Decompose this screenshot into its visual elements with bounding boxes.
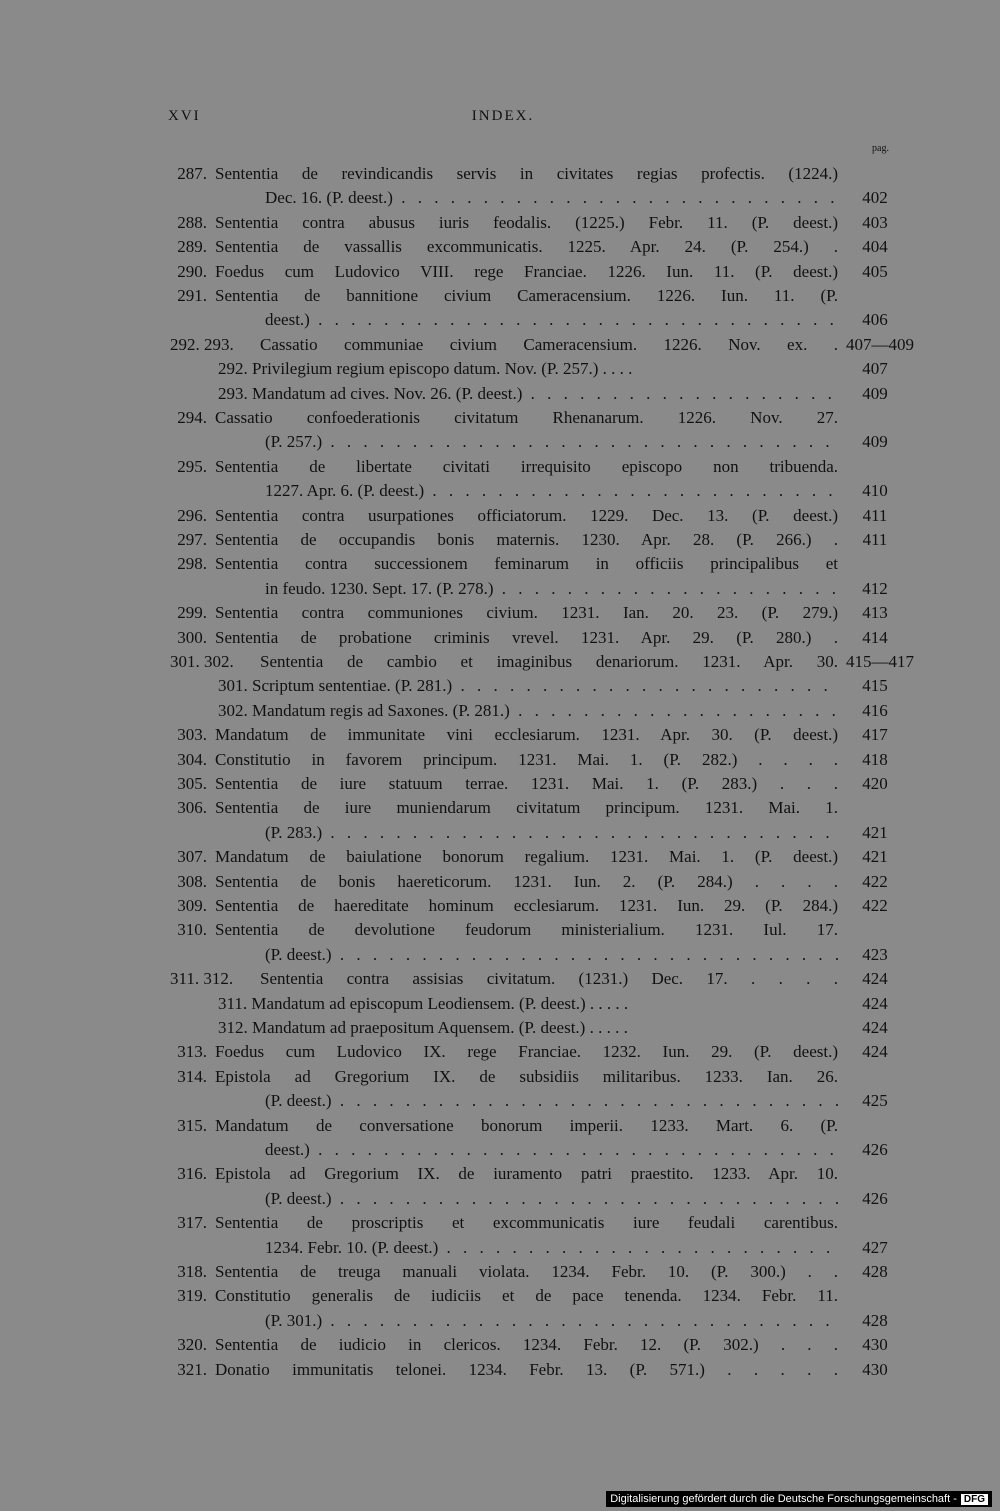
index-entry	[0, 357, 1000, 381]
entry-text: Sententia de cambio et imaginibus denariorum. 1231. Apr. 30.	[260, 652, 838, 671]
index-entry	[0, 186, 1000, 210]
page-column-label: pag.	[872, 143, 889, 154]
entry-number: 321.	[177, 1359, 207, 1379]
entry-page: 424	[862, 993, 888, 1013]
entry-number: 319.	[177, 1286, 207, 1306]
entry-number: 287.	[177, 164, 207, 183]
entry-text: Cassatio communiae civium Cameracensium. 1226. Nov. ex. .	[260, 334, 838, 354]
entry-text: Sententia contra usurpationes officiatorum. 1229. Dec. 13. (P. deest.)	[215, 505, 838, 525]
entry-page: 426	[862, 1188, 888, 1208]
entry-number: 314.	[177, 1066, 207, 1086]
entry-text: 1234. Febr. 10. (P. deest.) . . .	[265, 1236, 838, 1260]
index-entry	[0, 479, 1000, 503]
page-header	[168, 108, 838, 132]
entry-text: Sententia de libertate civitati irrequisito episcopo non tribuenda.	[215, 456, 838, 476]
index-entry	[0, 504, 1000, 528]
index-entry	[0, 162, 1000, 186]
entry-page: 415	[862, 676, 888, 696]
entry-page: 430	[862, 1359, 888, 1379]
entry-number: 316.	[177, 1164, 207, 1184]
entry-page: 405	[862, 261, 888, 281]
entry-text: Sententia contra assisias civitatum. (1231.) Dec. 17. . . . .	[260, 969, 838, 989]
entry-number: 299.	[177, 603, 207, 623]
footer-text: Digitalisierung gefördert durch die Deutsche Forschungsgemeinschaft -	[610, 1493, 957, 1505]
entry-number: 317.	[177, 1213, 207, 1233]
entry-text: Donatio immunitatis telonei. 1234. Febr. 13. (P. 571.) . . . . .	[215, 1359, 838, 1379]
entry-text: Mandatum de immunitate vini ecclesiarum. 1231. Apr. 30. (P. deest.)	[215, 725, 838, 745]
entry-page: 411	[862, 530, 888, 549]
index-entry	[0, 845, 1000, 869]
index-entry	[0, 1016, 1000, 1040]
entry-page: 406	[862, 310, 888, 330]
folio-number: XVI	[168, 108, 201, 124]
entry-text: 1227. Apr. 6. (P. deest.) . . .	[265, 479, 838, 503]
entry-text: Sententia de treuga manuali violata. 1234. Febr. 10. (P. 300.) . .	[215, 1262, 838, 1281]
index-entry	[0, 235, 1000, 259]
entry-text: 293. Mandatum ad cives. Nov. 26. (P. deest.) . . .	[218, 382, 838, 406]
index-entry	[0, 1358, 1000, 1382]
entry-text: Epistola ad Gregorium IX. de subsidiis militaribus. 1233. Ian. 26.	[215, 1066, 838, 1086]
index-entry	[0, 674, 1000, 698]
entry-text: 302. Mandatum regis ad Saxones. (P. 281.) . . .	[218, 699, 838, 723]
entry-page: 409	[862, 383, 888, 403]
entry-page: 421	[862, 847, 888, 867]
index-entry	[0, 308, 1000, 332]
entry-page: 402	[862, 188, 888, 208]
entry-text: Sententia contra communiones civium. 1231. Ian. 20. 23. (P. 279.)	[215, 603, 838, 623]
index-entry	[0, 723, 1000, 747]
entry-number: 288.	[177, 212, 207, 232]
entry-page: 428	[862, 1310, 888, 1330]
index-entry	[0, 1236, 1000, 1260]
entry-page: 424	[862, 1018, 888, 1037]
entry-text: Foedus cum Ludovico IX. rege Franciae. 1232. Iun. 29. (P. deest.)	[215, 1042, 838, 1062]
index-entry	[0, 577, 1000, 601]
entry-text: Mandatum de baiulatione bonorum regalium. 1231. Mai. 1. (P. deest.)	[215, 847, 838, 867]
entry-text: Epistola ad Gregorium IX. de iuramento patri praestito. 1233. Apr. 10.	[215, 1164, 838, 1184]
entry-text: (P. 283.) . . .	[265, 821, 838, 845]
index-entry	[0, 1309, 1000, 1333]
index-entry	[0, 284, 1000, 308]
entry-page: 418	[862, 749, 888, 769]
entry-text: Sententia de iudicio in clericos. 1234. Febr. 12. (P. 302.) . . .	[215, 1335, 838, 1355]
index-entry	[0, 1260, 1000, 1284]
entry-number: 300.	[177, 627, 207, 647]
entry-number: 291.	[177, 286, 207, 305]
entry-number: 311. 312.	[170, 969, 234, 989]
entry-text: Sententia de occupandis bonis maternis. 1230. Apr. 28. (P. 266.) .	[215, 530, 838, 549]
entry-number: 320.	[177, 1335, 207, 1355]
dfg-logo: DFG	[961, 1494, 988, 1505]
entry-number: 289.	[177, 237, 207, 257]
entry-page: 415—417	[846, 652, 914, 671]
entry-page: 404	[862, 237, 888, 257]
entry-page: 424	[862, 1042, 888, 1062]
entry-text: deest.) . . .	[265, 308, 838, 332]
entry-number: 303.	[177, 725, 207, 745]
index-entry	[0, 260, 1000, 284]
footer-credit	[606, 1491, 992, 1507]
entry-text: (P. deest.) . . .	[265, 943, 838, 967]
entry-number: 306.	[177, 798, 207, 818]
entry-number: 313.	[177, 1042, 207, 1062]
index-entry	[0, 1333, 1000, 1357]
entry-text: Sententia de iure statuum terrae. 1231. Mai. 1. (P. 283.) . . .	[215, 774, 838, 793]
index-entry	[0, 650, 1000, 674]
entry-page: 416	[862, 700, 888, 720]
index-entry	[0, 1211, 1000, 1235]
entry-number: 292. 293.	[170, 334, 234, 354]
entry-text: Sententia de iure muniendarum civitatum principum. 1231. Mai. 1.	[215, 798, 838, 818]
entry-text: Sententia de bannitione civium Cameracensium. 1226. Iun. 11. (P.	[215, 286, 838, 305]
entry-page: 428	[862, 1262, 888, 1281]
entry-text: Constitutio in favorem principum. 1231. Mai. 1. (P. 282.) . . . .	[215, 749, 838, 769]
page-title: INDEX.	[471, 108, 535, 124]
index-entry	[0, 748, 1000, 772]
entry-text: 311. Mandatum ad episcopum Leodiensem. (P. deest.) . . . . .	[218, 993, 629, 1013]
index-entry	[0, 406, 1000, 430]
index-entry	[0, 333, 1000, 357]
index-entry	[0, 796, 1000, 820]
entry-text: (P. deest.) . . .	[265, 1089, 838, 1113]
entry-text: Sententia de revindicandis servis in civitates regias profectis. (1224.)	[215, 164, 838, 183]
entry-text: (P. deest.) . . .	[265, 1187, 838, 1211]
entry-text: Constitutio generalis de iudiciis et de pace tenenda. 1234. Febr. 11.	[215, 1286, 838, 1306]
index-entry	[0, 601, 1000, 625]
entry-page: 413	[862, 603, 888, 623]
entry-number: 318.	[177, 1262, 207, 1281]
entry-page: 420	[862, 774, 888, 793]
entry-page: 409	[862, 432, 888, 452]
entry-number: 294.	[177, 408, 207, 427]
entry-text: Sententia de proscriptis et excommunicatis iure feudali carentibus.	[215, 1213, 838, 1233]
entry-text: 292. Privilegium regium episcopo datum. Nov. (P. 257.) . . . .	[218, 359, 633, 379]
entry-text: Sententia de haereditate hominum ecclesiarum. 1231. Iun. 29. (P. 284.)	[215, 896, 838, 915]
entry-text: (P. 257.) . . .	[265, 430, 838, 454]
entry-text: Sententia de vassallis excommunicatis. 1225. Apr. 24. (P. 254.) .	[215, 237, 838, 257]
index-entry	[0, 1138, 1000, 1162]
entry-text: Sententia contra successionem feminarum in officiis principalibus et	[215, 554, 838, 574]
index-entry	[0, 967, 1000, 991]
index-entry	[0, 1284, 1000, 1308]
entry-text: Dec. 16. (P. deest.) . . .	[265, 186, 838, 210]
entry-page: 422	[862, 871, 888, 891]
index-entry	[0, 626, 1000, 650]
index-entry	[0, 870, 1000, 894]
entry-page: 425	[862, 1091, 888, 1111]
entry-page: 430	[862, 1335, 888, 1355]
entry-text: in feudo. 1230. Sept. 17. (P. 278.) . . .	[265, 577, 838, 601]
index-entry	[0, 1187, 1000, 1211]
index-entry	[0, 528, 1000, 552]
index-entry	[0, 894, 1000, 918]
index-entry	[0, 1162, 1000, 1186]
index-entry	[0, 772, 1000, 796]
index-entry	[0, 918, 1000, 942]
entry-text: Cassatio confoederationis civitatum Rhenanarum. 1226. Nov. 27.	[215, 408, 838, 427]
entry-page: 424	[862, 969, 888, 989]
entry-page: 407—409	[846, 334, 914, 354]
entry-page: 407	[862, 359, 888, 379]
index-entry	[0, 1089, 1000, 1113]
entry-number: 296.	[177, 505, 207, 525]
entry-page: 403	[862, 212, 888, 232]
entry-number: 298.	[177, 554, 207, 574]
index-entry	[0, 1114, 1000, 1138]
index-entry	[0, 699, 1000, 723]
entry-text: Sententia contra abusus iuris feodalis. (1225.) Febr. 11. (P. deest.)	[215, 212, 838, 232]
entry-page: 417	[862, 725, 888, 745]
entry-number: 305.	[177, 774, 207, 793]
index-entry	[0, 1065, 1000, 1089]
entry-number: 309.	[177, 896, 207, 915]
entry-number: 290.	[177, 261, 207, 281]
entry-number: 307.	[177, 847, 207, 867]
entry-text: Sententia de devolutione feudorum ministerialium. 1231. Iul. 17.	[215, 920, 838, 940]
entry-page: 426	[862, 1140, 888, 1159]
entry-number: 308.	[177, 871, 207, 891]
entry-text: 301. Scriptum sententiae. (P. 281.) . . .	[218, 674, 838, 698]
entry-page: 423	[862, 944, 888, 964]
index-entry	[0, 552, 1000, 576]
entry-number: 315.	[177, 1115, 207, 1135]
entry-text: Foedus cum Ludovico VIII. rege Franciae. 1226. Iun. 11. (P. deest.)	[215, 261, 838, 281]
index-entry	[0, 1040, 1000, 1064]
index-entry	[0, 455, 1000, 479]
entry-page: 412	[862, 578, 888, 598]
entry-page: 411	[862, 505, 888, 525]
entry-text: Sententia de bonis haereticorum. 1231. Iun. 2. (P. 284.) . . . .	[215, 871, 838, 891]
entry-text: 312. Mandatum ad praepositum Aquensem. (P. deest.) . . . . .	[218, 1018, 628, 1037]
index-entry	[0, 943, 1000, 967]
entry-number: 304.	[177, 749, 207, 769]
entry-number: 310.	[177, 920, 207, 940]
entry-number: 295.	[177, 456, 207, 476]
entry-text: Sententia de probatione criminis vrevel. 1231. Apr. 29. (P. 280.) .	[215, 627, 838, 647]
entry-page: 410	[862, 481, 888, 501]
index-entry	[0, 821, 1000, 845]
entry-page: 421	[862, 822, 888, 842]
entry-page: 414	[862, 627, 888, 647]
index-entry	[0, 430, 1000, 454]
index-entry	[0, 211, 1000, 235]
entry-page: 427	[862, 1237, 888, 1257]
entry-text: Mandatum de conversatione bonorum imperii. 1233. Mart. 6. (P.	[215, 1115, 838, 1135]
index-entry	[0, 992, 1000, 1016]
entry-number: 297.	[177, 530, 207, 549]
entry-text: deest.) . . .	[265, 1138, 838, 1162]
index-entry	[0, 382, 1000, 406]
entry-page: 422	[862, 896, 888, 915]
entry-text: (P. 301.) . . .	[265, 1309, 838, 1333]
entry-number: 301. 302.	[170, 652, 234, 671]
